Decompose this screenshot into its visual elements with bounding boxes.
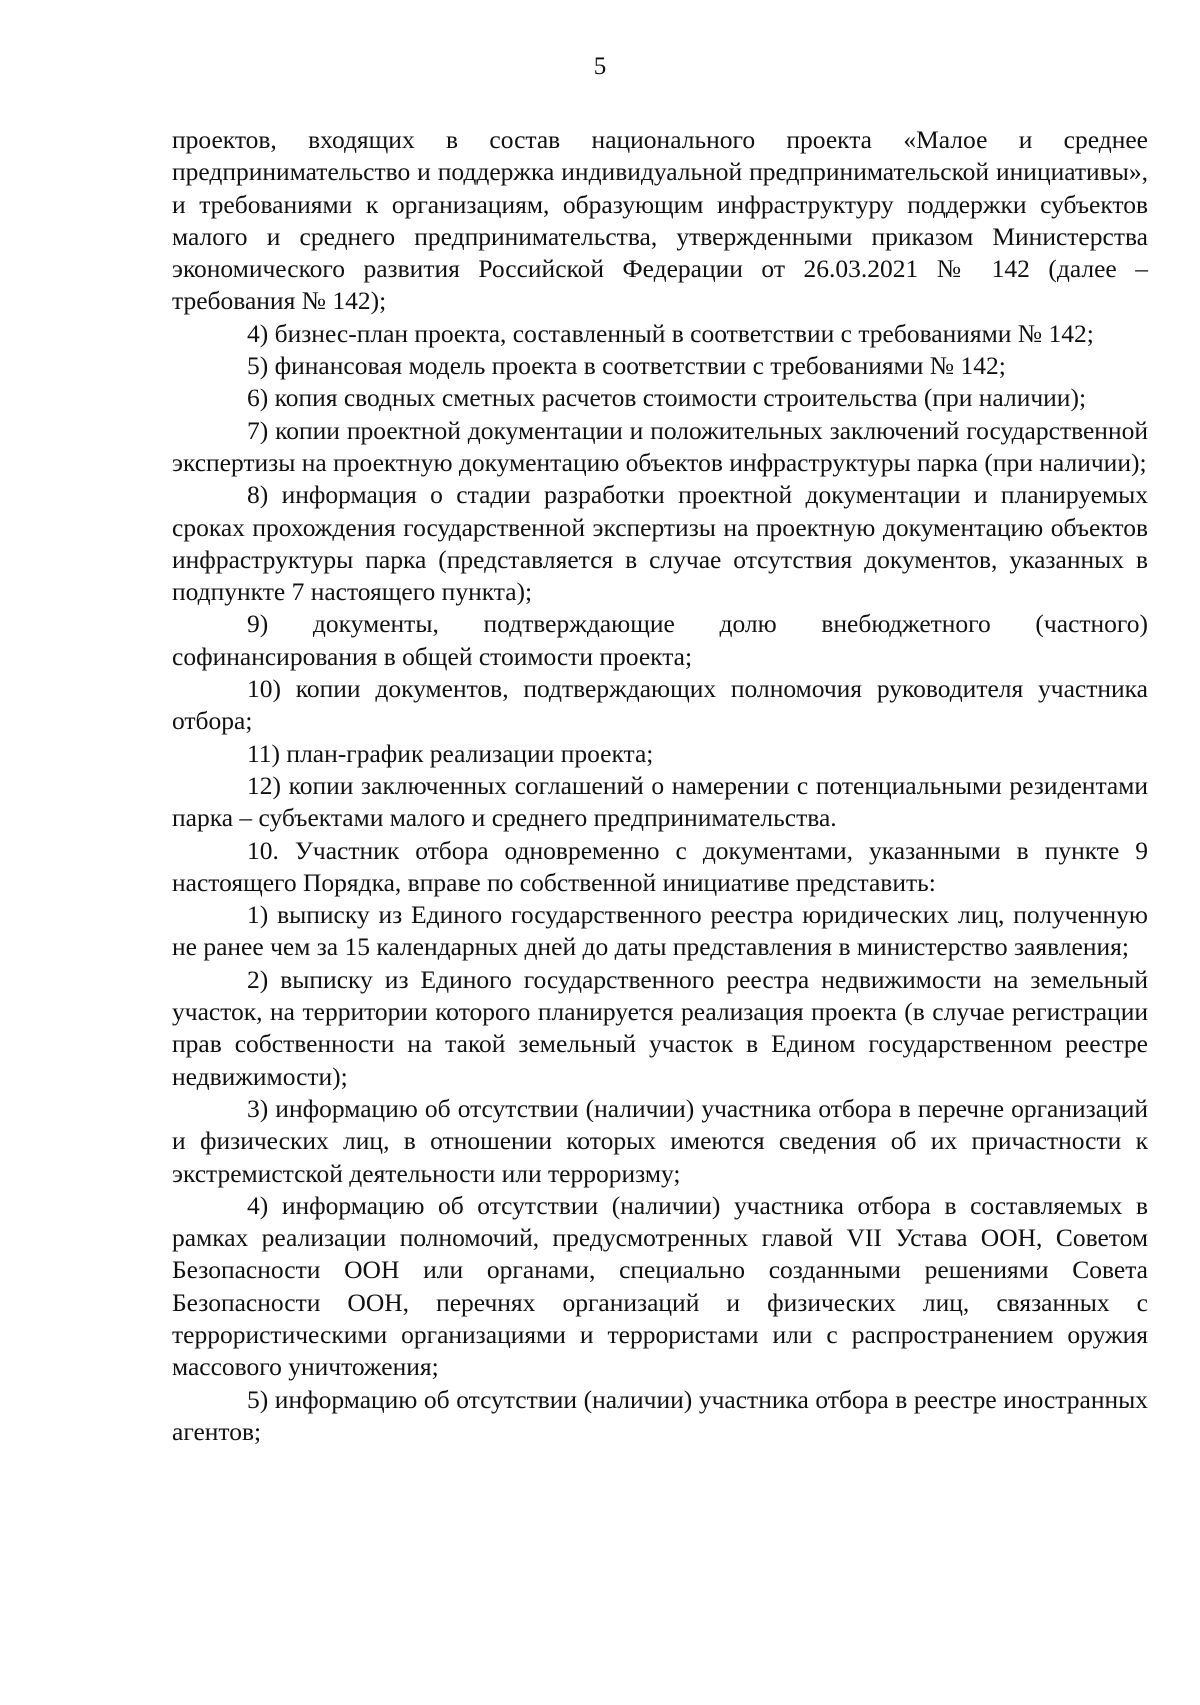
- list-item-11-schedule: 11) план-график реализации проекта;: [247, 738, 654, 768]
- clause-10: 10. Участник отбора одновременно с документами, указанными в пункте 9 настоящего Порядка, вправе по собственной инициативе представить:: [172, 835, 1148, 897]
- paragraph-continuation: проектов, входящих в состав национального проекта «Малое и среднее предпринимательство и поддержка индивидуальной предпринимательской инициативы», и требованиями к организациям, образующим инфраструктуру поддержки субъектов малого и среднего предпринимательства, утвержденными приказом Министерства экономического развития Российской Федерации от 26.03.2021 № 142 (далее – требования № 142);: [172, 125, 1148, 316]
- clause-10-item-1: 1) выписку из Единого государственного реестра юридических лиц, полученную не ранее чем за 15 календарных дней до даты представления в министерство заявления;: [172, 900, 1148, 962]
- clause-10-item-3: 3) информацию об отсутствии (наличии) участника отбора в перечне организаций и физических лиц, в отношении которых имеются сведения об их причастности к экстремистской деятельности или терроризму;: [172, 1093, 1148, 1188]
- list-item-10-authority-documents: 10) копии документов, подтверждающих полномочия руководителя участника отбора;: [172, 674, 1148, 736]
- list-item-9-cofinancing: 9) документы, подтверждающие долю внебюджетного (частного) софинансирования в общей стоимости проекта;: [172, 609, 1148, 671]
- list-item-5-financial-model: 5) финансовая модель проекта в соответствии с требованиями № 142;: [247, 351, 1006, 381]
- document-body: [172, 124, 1148, 1448]
- list-item-8-development-stage: 8) информация о стадии разработки проектной документации и планируемых сроках прохождения государственной экспертизы на проектную документацию объектов инфраструктуры парка (представляется в случае отсутствия документов, указанных в подпункте 7 настоящего пункта);: [172, 480, 1148, 607]
- list-item-7-project-documentation: 7) копии проектной документации и положительных заключений государственной экспертизы на проектную документацию объектов инфраструктуры парка (при наличии);: [172, 415, 1148, 477]
- page-number: 5: [593, 53, 607, 80]
- list-item-12-agreements: 12) копии заключенных соглашений о намерении с потенциальными резидентами парка – субъектами малого и среднего предпринимательства.: [172, 770, 1148, 833]
- clause-10-item-4: 4) информацию об отсутствии (наличии) участника отбора в составляемых в рамках реализации полномочий, предусмотренных главой VII Устава ООН, Советом Безопасности ООН или органами, специально созданными решениями Совета Безопасности ООН, перечнях организаций и физических лиц, связанных с террористическими организациями и террористами или с распространением оружия массового уничтожения;: [172, 1190, 1148, 1382]
- clause-10-item-2: 2) выписку из Единого государственного реестра недвижимости на земельный участок, на территории которого планируется реализация проекта (в случае регистрации прав собственности на такой земельный участок в Едином государственном реестре недвижимости);: [172, 964, 1148, 1091]
- list-item-4-business-plan: 4) бизнес-план проекта, составленный в соответствии с требованиями № 142;: [247, 318, 1094, 348]
- clause-10-item-5: 5) информацию об отсутствии (наличии) участника отбора в реестре иностранных агентов;: [172, 1384, 1148, 1446]
- list-item-6-estimates: 6) копия сводных сметных расчетов стоимости строительства (при наличии);: [247, 383, 1087, 413]
